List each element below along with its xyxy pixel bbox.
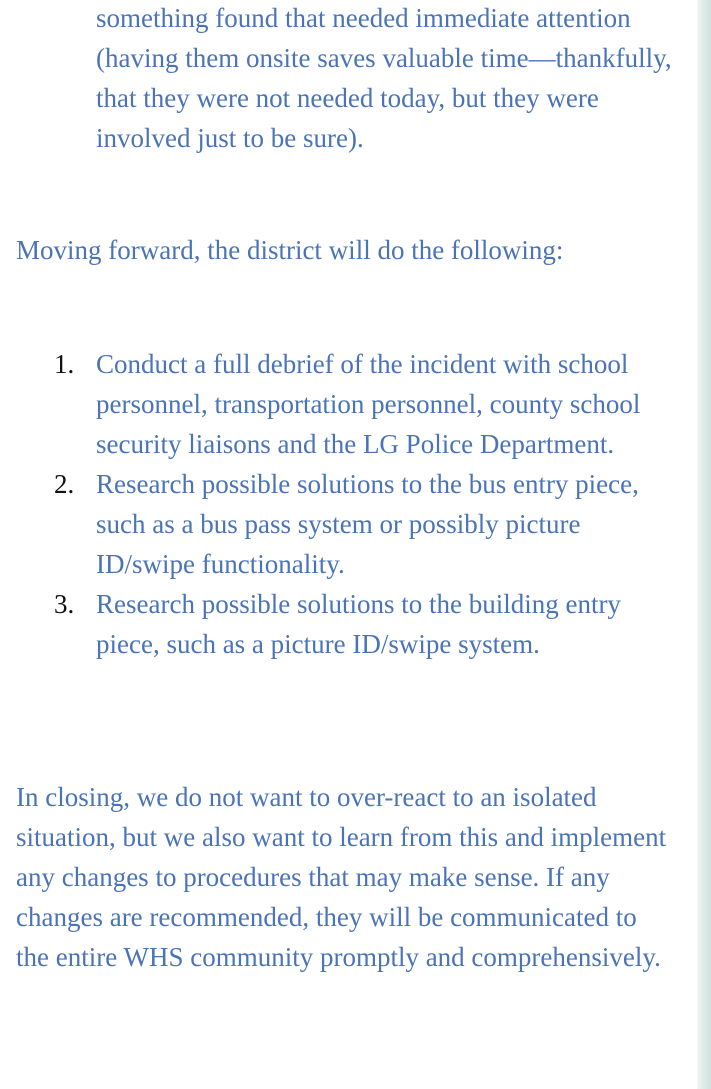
list-item-text: Research possible solutions to the bus entry piece, such as a bus pass system or possibly picture ID/swipe functionality. xyxy=(96,469,639,579)
list-item xyxy=(0,344,697,464)
action-list xyxy=(0,344,697,664)
list-item-number: 2. xyxy=(54,469,75,499)
list-item-text: Conduct a full debrief of the incident with school personnel, transportation personnel, county school security liaisons and the LG Police Department. xyxy=(96,349,641,459)
page-edge-strip xyxy=(697,0,711,1089)
moving-forward-paragraph: Moving forward, the district will do the following: xyxy=(16,235,564,265)
list-item-text: Research possible solutions to the building entry piece, such as a picture ID/swipe system. xyxy=(96,589,621,659)
list-item-number: 1. xyxy=(54,349,75,379)
closing-paragraph: In closing, we do not want to over-react to an isolated situation, but we also want to learn from this and implement any changes to procedures that may make sense. If any changes are recommended, they will be communicated to the entire WHS community promptly and comprehensively. xyxy=(16,782,667,972)
list-item-number: 3. xyxy=(54,589,75,619)
list-item xyxy=(0,464,697,584)
intro-continuation-paragraph: something found that needed immediate attention (having them onsite saves valuable time—thankfully, that they were not needed today, but they were involved just to be sure). xyxy=(96,3,672,153)
list-item xyxy=(0,584,697,664)
